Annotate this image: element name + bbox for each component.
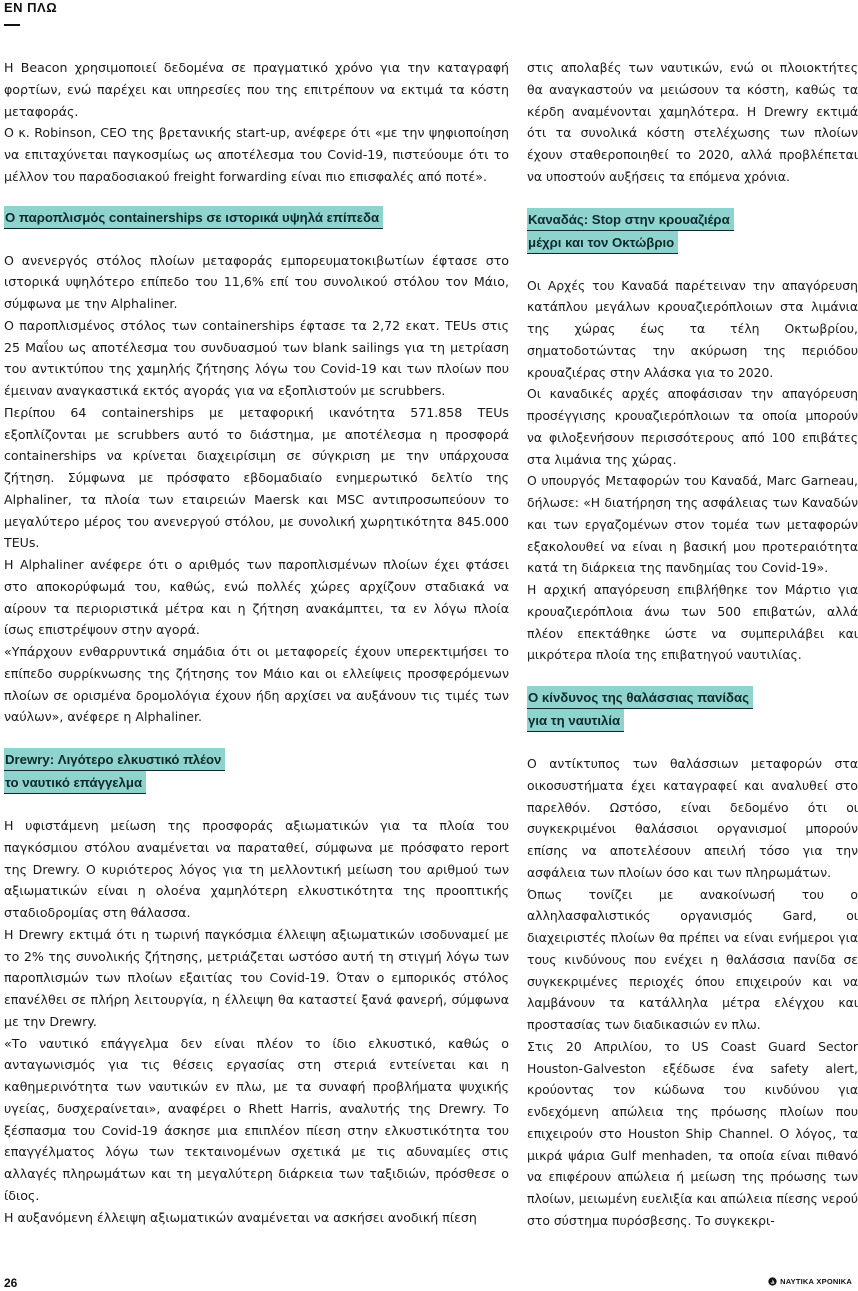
section-dash [4, 24, 20, 26]
heading-line: το ναυτικό επάγγελμα [4, 771, 146, 794]
right-column [527, 57, 858, 1232]
brand-logo-icon [768, 1277, 777, 1286]
paragraph: Ο κ. Robinson, CEO της βρετανικής start-up, ανέφερε ότι «με την ψηφιοποίηση να επιταχύνεται παγκοσμίως ως αποτέλεσμα του Covid-19, πιστεύουμε ότι το μέλλον του παραδοσιακού freight forwarding είναι πιο επισφαλές από ποτέ». [4, 125, 509, 184]
paragraph: στις απολαβές των ναυτικών, ενώ οι πλοιοκτήτες θα αναγκαστούν να μειώσουν τα κόστη, καθώς τα κέρδη αναμένονται χαμηλότερα. Η Drewry εκτιμά ότι τα συνολικά κόστη στελέχωσης των πλοίων έχουν σταθεροποιηθεί το 2020, αλλά προβλέπεται να υποστούν αυξήσεις τα επόμενα χρόνια. [527, 60, 858, 184]
section-heading-idle-fleet [4, 206, 509, 229]
paragraph: Όπως τονίζει με ανακοίνωσή του ο αλληλασφαλιστικός οργανισμός Gard, οι διαχειριστές πλοίων θα πρέπει να είναι ενήμεροι για τους κινδύνους που ενέχει η θαλάσσια πανίδα σε συγκεκριμένες περιοχές όπου επιχειρούν και να λαμβάνουν τα κατάλληλα μέτρα ελέγχου και προστασίας των διαδικασιών εν πλω. [527, 886, 858, 1032]
paragraph: Ο παροπλισμένος στόλος των containerships έφτασε τα 2,72 εκατ. TEUs στις 25 Μαΐου ως αποτέλεσμα του συνδυασμού των blank sailings για τη μετρίαση του αντικτύπου της χαμηλής ζήτησης λόγω του Covid-19 και των πλοίων που έμειναν αναγκαστικά εκτός αγοράς για να εξοπλιστούν με scrubbers. [4, 317, 509, 398]
section-heading-canada [527, 208, 858, 254]
heading-line: Drewry: Λιγότερο ελκυστικό πλέον [4, 748, 225, 771]
publication-brand [768, 1277, 852, 1286]
brand-name: ΝΑΥΤΙΚΑ ΧΡΟΝΙΚΑ [780, 1277, 852, 1286]
section-heading-drewry [4, 748, 509, 794]
heading-line: μέχρι και τον Οκτώβριο [527, 231, 678, 254]
paragraph: Οι καναδικές αρχές αποφάσισαν την απαγόρευση προσέγγισης κρουαζιερόπλοιων τα οποία μπορούν να φιλοξενήσουν περισσότερους από 100 επιβάτες στα λιμάνια της χώρας. [527, 386, 858, 467]
paragraph: Περίπου 64 containerships με μεταφορική ικανότητα 571.858 TEUs εξοπλίζονται με scrubbers αυτό το διάστημα, με αποτέλεσμα η προσφορά containerships να κρίνεται διαχειρίσιμη σε σύγκριση με την υπάρχουσα ζήτηση. Σύμφωνα με πρόσφατο εβδομαδιαίο ενημερωτικό δελτίο της Alphaliner, τα πλοία των εταιρειών Maersk και MSC αντιπροσωπεύουν το μεγαλύτερο μέρος του ανενεργού στόλου, με συνολική χωρητικότητα 845.000 TEUs. [4, 404, 509, 551]
paragraph: Ο υπουργός Μεταφορών του Καναδά, Marc Garneau, δήλωσε: «Η διατήρηση της ασφάλειας των Καναδών και των εργαζομένων στον τομέα των μεταφορών εξακολουθεί να είναι η βασική μου προτεραιότητα κατά τη διάρκεια της πανδημίας του Covid-19». [527, 473, 858, 576]
page-number: 26 [4, 1276, 18, 1290]
paragraph: Η αρχική απαγόρευση επιβλήθηκε τον Μάρτιο για κρουαζιερόπλοια άνω των 500 επιβατών, αλλά πλέον επεκτάθηκε ώστε να συμπεριλάβει και μικρότερα πλοία της επιβατηγού ναυτιλίας. [527, 582, 858, 663]
paragraph: «Υπάρχουν ενθαρρυντικά σημάδια ότι οι μεταφορείς έχουν υπερεκτιμήσει το επίπεδο συρρίκνωσης της ζήτησης τον Μάιο και οι ελλείψεις προσφερόμενων πλοίων σε ορισμένα δρομολόγια έχουν ήδη αρχίσει να αυξάνουν τις τιμές των ναύλων», ανέφερε η Alphaliner. [4, 644, 509, 725]
section-label: ΕΝ ΠΛΩ [4, 0, 58, 15]
paragraph: Η Drewry εκτιμά ότι η τωρινή παγκόσμια έλλειψη αξιωματικών ισοδυναμεί με το 2% της συνολικής ζήτησης, μετριάζεται ωστόσο αυτή τη στιγμή λόγω των παροπλισμών των πλοίων εξαιτίας του Covid-19. Όταν ο εμπορικός στόλος επανέλθει σε πλήρη λειτουργία, η έλλειψη θα καταστεί ξανά φανερή, σύμφωνα με την Drewry. [4, 926, 509, 1029]
paragraph: Η Beacon χρησιμοποιεί δεδομένα σε πραγματικό χρόνο για την καταγραφή φορτίων, ενώ παρέχει και υπηρεσίες που της επιτρέπουν να εκτιμά τα κόστη μεταφοράς. [4, 60, 509, 119]
heading-line: για τη ναυτιλία [527, 709, 624, 732]
paragraph: Η αυξανόμενη έλλειψη αξιωματικών αναμένεται να ασκήσει ανοδική πίεση [4, 1209, 477, 1225]
paragraph: Ο ανενεργός στόλος πλοίων μεταφοράς εμπορευματοκιβωτίων έφτασε στο ιστορικά υψηλότερο επίπεδο του 11,6% επί του συνολικού στόλου τον Μάιο, σύμφωνα με την Alphaliner. [4, 252, 509, 311]
paragraph: Η Alphaliner ανέφερε ότι ο αριθμός των παροπλισμένων πλοίων έχει φτάσει στο αποκορύφωμά του, καθώς, ενώ πολλές χώρες αρχίζουν σταδιακά να αίρουν τα περιοριστικά μέτρα και η ζήτηση ανακάμπτει, τα εν λόγω πλοία ίσως επιστρέψουν στην αγορά. [4, 557, 509, 638]
heading-line: Ο παροπλισμός containerships σε ιστορικά υψηλά επίπεδα [4, 206, 383, 229]
paragraph: Οι Αρχές του Καναδά παρέτειναν την απαγόρευση κατάπλου μεγάλων κρουαζιερόπλοιων στα λιμάνια της χώρας έως τα τέλη Οκτωβρίου, σηματοδοτώντας την ακύρωση της περιόδου κρουαζιέρας στην Αλάσκα για το 2020. [527, 277, 858, 380]
paragraph: «Το ναυτικό επάγγελμα δεν είναι πλέον το ίδιο ελκυστικό, καθώς ο ανταγωνισμός για τις θέσεις εργασίας στη στεριά εντείνεται και η καθημερινότητα των ναυτικών εν πλω, με τα συναφή προβλήματα ψυχικής υγείας, δυσχεραίνεται», αναφέρει ο Rhett Harris, αναλυτής της Drewry. Το ξέσπασμα του Covid-19 άσκησε μια επιπλέον πίεση στην ελκυστικότητα του επαγγέλματος λόγω των τεκταινομένων σχετικά με τις αδυναμίες στις αλλαγές πληρωμάτων και τη μεγαλύτερη διάρκεια των ταξιδιών, πρόσθεσε ο ίδιος. [4, 1035, 509, 1203]
paragraph: Η υφιστάμενη μείωση της προσφοράς αξιωματικών για τα πλοία του παγκόσμιου στόλου αναμένεται να παραταθεί, σύμφωνα με πρόσφατο report της Drewry. Ο κυριότερος λόγος για τη μελλοντική μείωση του αριθμού των αξιωματικών είναι η ολοένα χαμηλότερη ελκυστικότητα της προοπτικής σταδιοδρομίας στη θάλασσα. [4, 818, 509, 920]
left-column [4, 57, 509, 1228]
paragraph: Ο αντίκτυπος των θαλάσσιων μεταφορών στα οικοσυστήματα έχει καταγραφεί και αναλυθεί στο παρελθόν. Ωστόσο, είναι δεδομένο ότι οι συγκεκριμένοι θαλάσσιοι οργανισμοί μπορούν επίσης να αποτελέσουν απειλή τόσο για την ασφάλεια των πλοίων όσο και των πληρωμάτων. [527, 756, 858, 880]
heading-line: Καναδάς: Stop στην κρουαζιέρα [527, 208, 734, 231]
paragraph: Στις 20 Απριλίου, το US Coast Guard Sector Houston-Galveston εξέδωσε ένα safety alert, κρούοντας τον κώδωνα του κινδύνου για ενδεχόμενη απώλεια της πρόωσης πλοίων που επιχειρούν στο Houston Ship Channel. Ο λόγος, τα μικρά ψάρια Gulf menhaden, τα οποία είναι πιθανό να επιφέρουν απώλεια ή μείωση της πρόωσης των πλοίων, μειωμένη ευελιξία και απώλεια πίεσης νερού στο σύστημα πυρόσβεσης. Το συγκεκρι- [527, 1038, 858, 1228]
heading-line: Ο κίνδυνος της θαλάσσιας πανίδας [527, 686, 753, 709]
section-heading-marine-fauna [527, 686, 858, 732]
